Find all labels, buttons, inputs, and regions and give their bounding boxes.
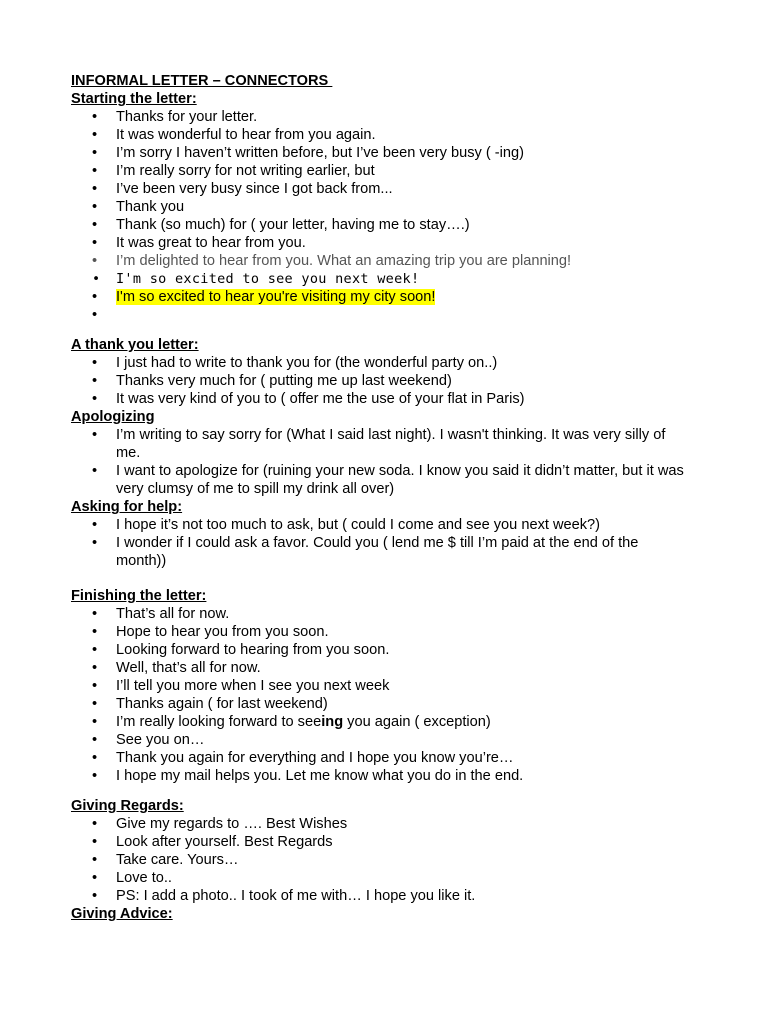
list-item: • I’m sorry I haven’t written before, but I’ve been very busy ( -ing) [71,144,691,162]
list-item: • Looking forward to hearing from you soon. [71,641,691,659]
list-item: • Love to.. [71,869,691,887]
list-item: • See you on… [71,731,691,749]
list-item: • Hope to hear you from you soon. [71,623,691,641]
list-item: • It was very kind of you to ( offer me the use of your flat in Paris) [71,390,691,408]
list-item: • Look after yourself. Best Regards [71,833,691,851]
list-item: • Thank you [71,198,691,216]
spacer [71,785,691,797]
list-item: • Thanks again ( for last weekend) [71,695,691,713]
thank-you-list [71,354,691,408]
section-heading-advice: Giving Advice: [71,906,173,922]
list-item: • I just had to write to thank you for (the wonderful party on..) [71,354,691,372]
document-title: INFORMAL LETTER – CONNECTORS [71,73,333,89]
list-item: • I wonder if I could ask a favor. Could you ( lend me $ till I’m paid at the end of the month)) [71,534,691,570]
document-page [71,72,691,923]
list-item: • Well, that’s all for now. [71,659,691,677]
section-heading-finishing: Finishing the letter: [71,588,207,604]
section-heading-asking-help: Asking for help: [71,499,183,515]
list-item: • Thanks very much for ( putting me up last weekend) [71,372,691,390]
starting-list [71,108,691,336]
list-item: • It was great to hear from you. [71,234,691,252]
list-item: • I’ll tell you more when I see you next week [71,677,691,695]
spacer [71,570,691,587]
list-item-empty [71,306,691,336]
list-item-gray: • I’m delighted to hear from you. What an amazing trip you are planning! [71,252,691,270]
list-item-highlighted [71,288,691,306]
list-item: • It was wonderful to hear from you again. [71,126,691,144]
section-heading-starting: Starting the letter: [71,91,197,107]
list-item: • Thank you again for everything and I hope you know you’re… [71,749,691,767]
finishing-list [71,605,691,785]
apologizing-list [71,426,691,498]
seeing-text-bold: ing [321,714,344,730]
list-item: • I’ve been very busy since I got back from... [71,180,691,198]
highlighted-text: I'm so excited to hear you're visiting my city soon! [116,289,436,305]
list-item: • Thanks for your letter. [71,108,691,126]
list-item: • I want to apologize for (ruining your new soda. I know you said it didn’t matter, but it was very clumsy of me to spill my drink all over) [71,462,691,498]
regards-list [71,815,691,905]
list-item: • PS: I add a photo.. I took of me with… I hope you like it. [71,887,691,905]
list-item: • Thank (so much) for ( your letter, having me to stay….) [71,216,691,234]
list-item: • I’m writing to say sorry for (What I said last night). I wasn't thinking. It was very silly of me. [71,426,691,462]
seeing-text-before: I’m really looking forward to see [116,714,322,730]
list-item: • That’s all for now. [71,605,691,623]
section-heading-regards: Giving Regards: [71,798,184,814]
seeing-text-after: you again ( exception) [343,714,491,730]
list-item: • Take care. Yours… [71,851,691,869]
asking-help-list [71,516,691,570]
list-item: • Give my regards to …. Best Wishes [71,815,691,833]
list-item: • I’m really sorry for not writing earlier, but [71,162,691,180]
section-heading-apologizing: Apologizing [71,409,155,425]
list-item: • I hope my mail helps you. Let me know what you do in the end. [71,767,691,785]
section-heading-thank-you: A thank you letter: [71,337,199,353]
list-item-mono: • I'm so excited to see you next week! [71,270,691,288]
list-item: • I hope it’s not too much to ask, but ( could I come and see you next week?) [71,516,691,534]
list-item-seeing [71,713,691,731]
